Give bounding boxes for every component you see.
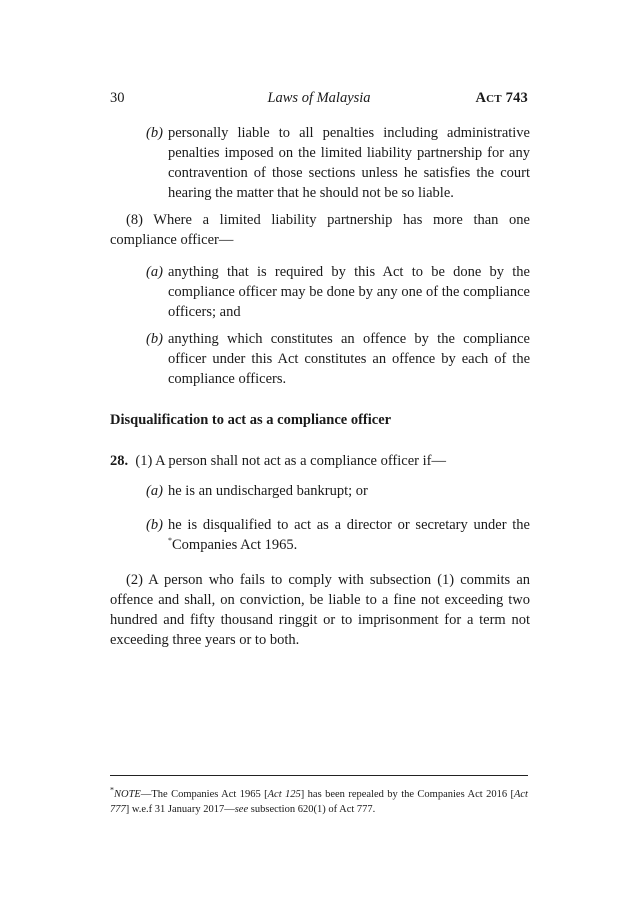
footnote-reference: * xyxy=(168,536,172,546)
paragraph-label: (a) xyxy=(146,264,163,280)
paragraph-text: anything that is required by this Act to be done by the compliance officer may be done by any one of the compliance officers; and xyxy=(168,264,530,320)
footnote-text: ] w.e.f 31 January 2017— xyxy=(125,804,235,815)
paragraph-label: (b) xyxy=(146,331,163,347)
subsection-8: (8) Where a limited liability partnership has more than one compliance officer— xyxy=(110,212,530,248)
paragraph-label: (a) xyxy=(146,483,163,499)
act-number xyxy=(475,89,528,108)
running-title: Laws of Malaysia xyxy=(267,90,371,106)
footnote-divider xyxy=(110,775,528,776)
act-prefix: A xyxy=(475,90,487,106)
paragraph-label: (b) xyxy=(146,125,163,141)
footnote-text: subsection 620(1) of Act 777. xyxy=(248,804,376,815)
footnote-text: —The Companies Act 1965 [ xyxy=(140,789,268,800)
section-number: 28. xyxy=(110,453,129,469)
paragraph-text: anything which constitutes an offence by the compliance officer under this Act constitutes an offence by each of the compliance officers. xyxy=(168,331,530,387)
footnote-act-ref: Act 777 xyxy=(110,789,528,815)
footnote xyxy=(110,787,528,817)
subsection-text: (1) A person shall not act as a compliance officer if— xyxy=(135,453,446,469)
paragraph-text: he is an undischarged bankrupt; or xyxy=(168,483,368,499)
footnote-text: ] has been repealed by the Companies Act 2016 [ xyxy=(300,789,514,800)
paragraph-text: personally liable to all penalties including administrative penalties imposed on the limited liability partnership for any contravention of those sections unless he satisfies the court hearing the matter that he should not be so liable. xyxy=(168,125,530,201)
section-28-subsection-2: (2) A person who fails to comply with subsection (1) commits an offence and shall, on conviction, be liable to a fine not exceeding two hundred and fifty thousand ringgit or to imprisonment for a term not exceeding three years or to both. xyxy=(110,572,530,648)
footnote-see: see xyxy=(234,804,249,815)
act-digits: 743 xyxy=(501,90,528,106)
footnote-act-ref: Act 125 xyxy=(267,789,301,800)
section-28-subsection-1 xyxy=(110,451,530,471)
footnote-note-label: NOTE xyxy=(114,789,141,800)
paragraph-text-line2: Companies Act 1965. xyxy=(172,537,298,553)
footnote-mark: * xyxy=(110,785,114,795)
paragraph-text-line1: he is disqualified to act as a director or secretary under the xyxy=(168,517,530,533)
page-number: 30 xyxy=(110,90,125,106)
act-smallcaps: CT xyxy=(486,93,502,105)
section-heading: Disqualification to act as a compliance officer xyxy=(110,412,392,428)
paragraph-label: (b) xyxy=(146,517,163,533)
paragraph-text xyxy=(168,515,530,555)
